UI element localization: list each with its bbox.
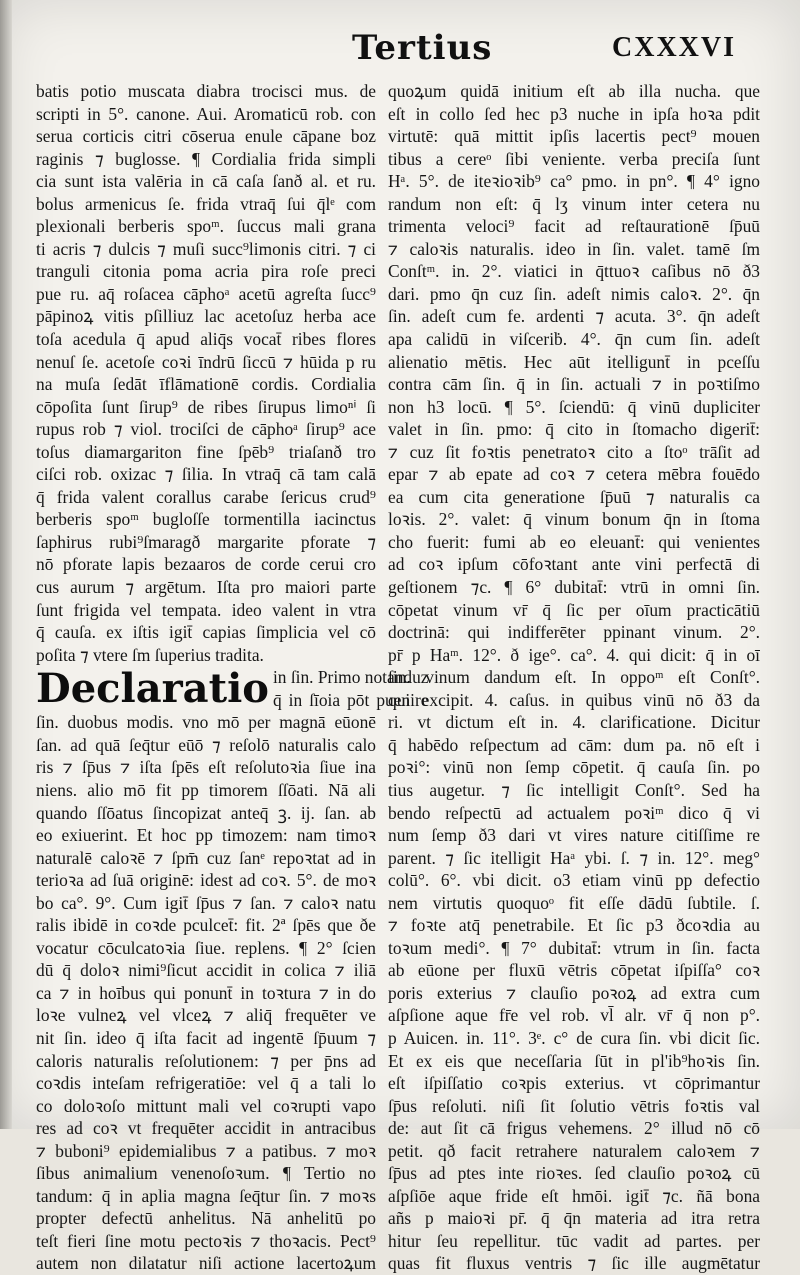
running-title: Tertius [352,28,493,68]
text-line: hitur ſeu repellitur. tūc vadit ad partes. per [388,1230,760,1251]
text-line: virtutē: quā mittit ipſis lacertis pect⁹ mouen [388,126,760,147]
text-line: plexionali berberis spoᵐ. ſuccus mali grana [36,216,376,237]
text-line: q̄ frida valent corallus carabe ſericus crud⁹ [36,486,376,507]
text-line: ⁊ foꝛte atq̄ penetrabile. Et ſic p3 ðcoꝛdia au [388,915,760,936]
text-line: trimenta veloci⁹ facit ad reſtaurationē ſp̄uū [388,216,760,237]
text-line: non h3 locū. ¶ 5°. ſciendū: q̄ vinū dupliciter [388,396,760,417]
declaratio-initial-word: Declaratio [36,665,269,713]
text-line: ſan. ad quā ſeq̄tur eūō ⁊ reſolō naturalis calo [36,734,376,755]
text-line: tibus a cereᵒ ſibi veniente. verba preciſa ſunt [388,148,760,169]
text-line: q̄ habēdo reſpectum ad cām: dum pa. nō eſt i [388,734,760,755]
text-line: pāpinoꝝ vitis pſilliuz lac acetoſuz herba ace [36,306,376,327]
text-line: quas fit fluxus ventris ⁊ ſic ille augmētatur [388,1253,760,1274]
folio-number: CXXXVI [612,32,736,63]
text-line: terioꝛa ad ſuā originē: idest ad coꝛ. 5°. de moꝛ [36,870,376,891]
text-line: qui excipit. 4. caſus. in quibus vinū nō ð3 da [388,689,760,710]
text-line: epar ⁊ ab epate ad coꝛ ⁊ cetera mēbra fouēdo [388,464,760,485]
text-line: coꝛdis inteſam refrigeratiōe: vel q̄ a tali lo [36,1073,376,1094]
text-line: rupus rob ⁊ viol. trociſci de cāphoᵃ ſirup⁹ ace [36,419,376,440]
text-line: serua corticis citri cōserua enule cāpane boz [36,126,376,147]
text-line: colū°. 6°. vbi dicit. o3 etiam vinū pp defectio [388,870,760,891]
text-line: niens. alio mō fit pp timorem ſſōati. Nā ali [36,779,376,800]
text-line: bo ca°. 9°. Cum igit̄ ſp̄us ⁊ ſan. ⁊ caloꝛ natu [36,892,376,913]
text-line: alienatio mētis. Hec aūt itelligunt̄ in pceſſu [388,351,760,372]
text-line: tius augetur. ⁊ ſic intelligit Conſt°. Sed ha [388,779,760,800]
text-line: naturalē caloꝛē ⁊ ſpm̄ cuz ſanᵉ repoꝛtat ad in [36,847,376,868]
text-line: dari. pmo q̄n cuz ſin. adeſt nimis caloꝛ. 2°. q̄n [388,283,760,304]
text-line: ab eūone per fluxū vētris cōpetat iſpiſſa° coꝛ [388,960,760,981]
text-line: eo exiuerint. Et hoc pp timozem: nam timoꝛ [36,825,376,846]
text-line: ſibus animalium venenoſoꝛum. ¶ Tertio no [36,1163,376,1184]
left-column-lines-after [36,711,376,1275]
text-line: ca ⁊ in hoībus qui ponunt̄ in toꝛtura ⁊ in do [36,982,376,1003]
left-column-lines-before [36,80,376,666]
text-line: ciſci rob. oxizac ⁊ ſilia. In vtraq̄ cā tam calā [36,464,376,485]
text-line: na muſa ſedāt īflāmationē cordis. Cordialia [36,374,376,395]
text-line: p Auicen. in. 11°. 3ᵉ. c° de cura ſin. vbi dicit ſic. [388,1027,760,1048]
text-line: nit ſin. ideo q̄ iſta facit ad ingentē ſp̄uum ⁊ [36,1027,376,1048]
text-line: Et ex eis que neceſſaria ſūt in pl'ib⁹hoꝛis ſin. [388,1050,760,1071]
text-line: contra cām ſin. q̄ in ſin. actuali ⁊ in poꝛtiſmo [388,374,760,395]
text-line: ea cum cita generatione ſp̄uū ⁊ naturalis ca [388,486,760,507]
text-line: de: aut ſit cā frigus vehemens. 2° illud nō cō [388,1118,760,1139]
text-line: loꝛis. 2°. valet: q̄ vinum bonum q̄n in ſtoma [388,509,760,530]
text-line: ſp̄us ad ptes inte rioꝛes. ſed clauſio poꝛoꝝ cū [388,1163,760,1184]
right-text-column [388,80,760,1275]
text-line: scripti in 5°. canone. Aui. Aromaticū rob. con [36,103,376,124]
right-column-lines [388,80,760,1275]
text-line: ad coꝛ ipſum cōfoꝛtant ante vini perfectā di [388,554,760,575]
text-line: randum non eſt: q̄ lʒ vinum inter cetera nu [388,193,760,214]
text-line: dū q̄ doloꝛ nimi⁹ſicut accidit in colica ⁊ iliā [36,960,376,981]
text-line: poris exterius ⁊ clauſio poꝛoꝝ ad extra cum [388,982,760,1003]
text-line: toſus diamargariton fine ſpēb⁹ triaſanð tro [36,441,376,462]
text-line: bendo reſpectū ad actualem poꝛiᵐ dico q̄ vi [388,802,760,823]
text-line: cōpetat vinum vr̄ q̄ ſic per oīum practicātiū [388,599,760,620]
text-line: ſp̄us reſoluti. niſi ſit ſolutio vētris foꝛtis val [388,1095,760,1116]
text-line: berberis spoᵐ bugloſſe tormentilla iacinctus [36,509,376,530]
text-line: ſin. vinum dandum eſt. In oppoᵐ eſt Conſt°. [388,667,760,688]
text-line: raginis ⁊ buglosse. ¶ Cordialia frida simpli [36,148,376,169]
text-line: eſt in collo ſed hec p3 nuche in ipſa hoꝛa pdit [388,103,760,124]
text-line: in ſin. Primo notanduz [272,667,429,688]
text-line: tandum: q̄ in aplia magna ſeq̄tur ſin. ⁊ moꝛs [36,1185,376,1206]
text-line: caloris naturalis reſolutionem: ⁊ per p̄ns ad [36,1050,376,1071]
text-line: ſin. adeſt cum fe. ardenti ⁊ acuta. 3°. q̄n adeſt [388,306,760,327]
text-line: geſtionem ⁊c. ¶ 6° dubitat̄: vtrū in omni ſin. [388,577,760,598]
page-binding-edge [0,0,12,1129]
text-line: ris ⁊ ſp̄us ⁊ iſta ſpēs eſt reſolutoꝛia ſiue ina [36,757,376,778]
text-line: batis potio muscata diabra trocisci mus. de [36,81,376,101]
text-line: nem virtutis quoquoᵒ fit eſſe dādū ſubtile. ſ. [388,892,760,913]
text-line: ⁊ caloꝛis naturalis. ideo in ſin. valet. tamē ſm [388,238,760,259]
text-line: ⁊ cuz ſit foꝛtis penetratoꝛ cito a ſtoᵒ trāſit ad [388,441,760,462]
text-line: ⁊ buboni⁹ epidemialibus ⁊ a patibus. ⁊ moꝛ [36,1140,376,1161]
text-line: quoꝝum quidā initium eſt ab illa nucha. que [388,81,760,101]
text-line: cus aurum ⁊ argētum. Iſta pro maiori parte [36,577,376,598]
text-line: toſa acedula q̄ apud aliq̄s vocat̄ ribes flores [36,329,376,350]
text-line: valet in ſin. pmo: q̄ cito in ſtomacho digerit̄: [388,419,760,440]
text-line: teſt fieri ſine motu pectoꝛis ⁊ thoꝛacis. Pect⁹ [36,1230,376,1251]
text-line: q̄ in ſīoia pōt puenire [272,689,429,710]
text-line: ſunt frigida vel tempata. ideo valent in vtra [36,599,376,620]
text-line: Conſtᵐ. in. 2°. viatici in q̄ttuoꝛ caſibus nō ð3 [388,261,760,282]
text-line: poꝛi°: vinū non ſemp cōpetit. q̄ cauſa ſin. po [388,757,760,778]
text-line: aſpſione aque fr̄e vel rob. vl̄ alr. vr̄ q̄ non p°. [388,1005,760,1026]
text-line: doctrinā: qui indifferēter ppinant vinum. 2°. [388,622,760,643]
text-line: tranguli citonia poma acria pira roſe preci [36,261,376,282]
text-line: autem non dilatatur niſi actione lacertoꝝum [36,1253,376,1274]
text-line: apa calidū in viſceriḃ. 4°. q̄n cum ſin. adeſt [388,329,760,350]
text-line: ralis ibidē in coꝛde pculcet̄: fit. 2ª ſpēs que ðe [36,915,376,936]
text-line: propter defectū anhelitus. Nā anhelitū po [36,1208,376,1229]
text-line: quando ſſōatus ſincopizat anteq̄ ꝫ. ij. ſan. ab [36,802,376,823]
text-line: parent. ⁊ ſic itelligit Haᵃ ybi. ſ. ⁊ in. 12°. meg° [388,847,760,868]
text-line: vocatur cōculcatoꝛia ſiue. replens. ¶ 2° ſcien [36,937,376,958]
text-line: añs p maioꝛi pr̄. q̄ q̄n materia ad itra retra [388,1208,760,1229]
text-line: num ſemp ð3 dari vt vires nature citiſſime re [388,825,760,846]
text-line: co doloꝛoſo mittunt mali vel coꝛrupti vapo [36,1095,376,1116]
text-line: nō pforate lapis bezaaros de corde cerui cro [36,554,376,575]
text-line: aſpſiōe aque fride eſt hmōi. igit̄ ⁊c. ñā bona [388,1185,760,1206]
text-line: pr̄ p Haᵐ. 12°. ð ige°. ca°. 4. qui dicit: q̄ in oī [388,644,760,665]
text-line: res ad coꝛ vt frequēter accidit in antracibus [36,1118,376,1139]
text-line: Hᵃ. 5°. de iteꝛioꝛib⁹ ca° pmo. in pn°. ¶ 4° igno [388,171,760,192]
text-line: ſin. duobus modis. vno mō per magnā eūonē [36,712,376,733]
text-line: cōpoſita ſunt ſirup⁹ de ribes ſirupus limoⁿⁱ ſi [36,396,376,417]
text-line: poſita ⁊ vtere ſm ſuperius tradita. [36,644,264,665]
text-line: nenuſ ſe. acetoſe coꝛi īndrū ſiccū ⁊ hūida p ru [36,351,376,372]
text-line: petit. qð facit retrahere naturalem caloꝛem ⁊ [388,1140,760,1161]
text-line: loꝛe vulneꝝ vel vlceꝝ ⁊ aliq̄ frequēter ve [36,1005,376,1026]
text-line: pue ru. aq̄ roſacea cāphoᵃ acetū agreſta ſucc⁹ [36,283,376,304]
text-line: toꝛum medi°. ¶ 7° dubitat̄: vtrum in ſin. facta [388,937,760,958]
text-line: eſt iſpiſſatio coꝛpis exterius. vt cōprimantur [388,1073,760,1094]
text-line: cia sunt ista valēria in cā caſa ſanð al. et ru. [36,171,376,192]
declaratio-block [36,665,429,713]
text-line: bolus armenicus ſe. frida vtraq̄ ſui q̄lᵉ com [36,193,376,214]
left-text-column [36,80,429,1275]
text-line: cho fuerit: fumi ab eo eleuant̄: qui venientes [388,531,760,552]
text-line: ti acris ⁊ dulcis ⁊ muſi succ⁹limonis citri. ⁊ ci [36,238,376,259]
text-line: q̄ cauſa. ex iſtis igit̄ capias ſimplicia vel cō [36,622,376,643]
text-line: ſaphirus rubi⁹ſmaragð margarite pforate ⁊ [36,531,376,552]
text-line: ri. vt dictum eſt in. 4. clarificatione. Dicitur [388,712,760,733]
